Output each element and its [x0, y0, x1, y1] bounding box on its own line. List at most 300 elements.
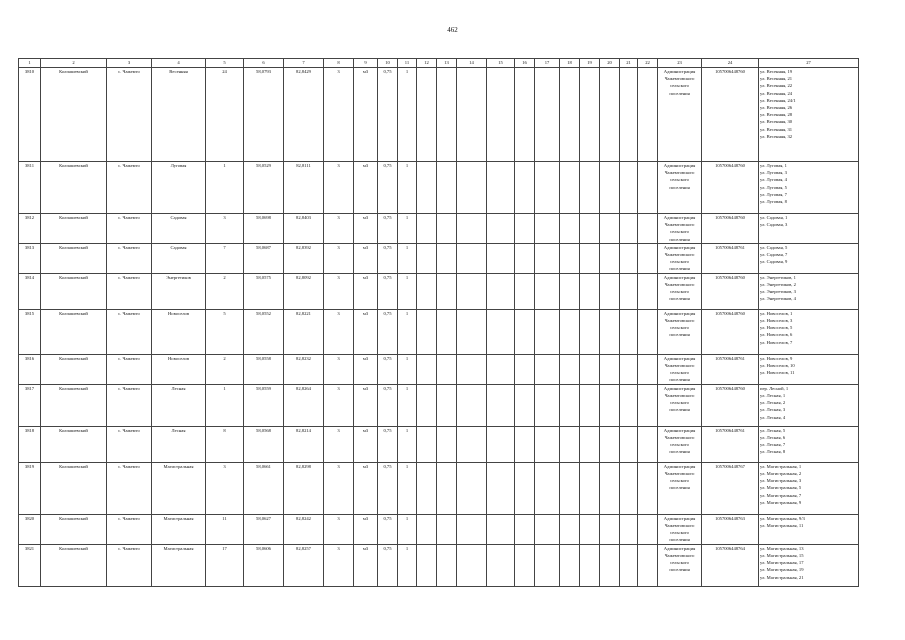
cell-col9: 3 [324, 514, 354, 544]
cell-empty [600, 309, 620, 354]
administration-line: сельского [670, 478, 689, 484]
cell-empty [535, 309, 560, 354]
administration-line: сельского [670, 83, 689, 89]
cell-col12: 1 [398, 214, 417, 244]
address-line: ул. Новоселов, 11 [760, 370, 795, 376]
cell-col10: м3 [354, 462, 378, 514]
cell-addresses [759, 514, 859, 544]
address-line: ул. Новоселов, 1 [760, 310, 793, 316]
cell-empty [620, 426, 638, 462]
cell-empty [515, 273, 535, 309]
cell-addresses [759, 544, 859, 586]
cell-empty [560, 544, 580, 586]
column-header: 6 [244, 59, 284, 68]
column-header: 21 [620, 59, 638, 68]
cell-empty [560, 162, 580, 214]
cell-empty [638, 162, 658, 214]
cell-empty [535, 162, 560, 214]
column-header: 1 [19, 59, 41, 68]
cell-empty [638, 462, 658, 514]
cell-empty [600, 384, 620, 426]
administration-line: Чажемтовского [664, 318, 695, 324]
cell-settlement: с. Чажемто [107, 544, 152, 586]
cell-settlement: с. Чажемто [107, 162, 152, 214]
cell-empty [417, 462, 437, 514]
cell-empty [437, 243, 457, 273]
cell-house-number: 2 [206, 354, 244, 384]
cell-longitude: 82,8264 [284, 384, 324, 426]
cell-col12: 1 [398, 544, 417, 586]
address-line: ул. Лесная, 7 [760, 442, 786, 448]
cell-empty [580, 544, 600, 586]
cell-administration [658, 243, 702, 273]
cell-empty [437, 214, 457, 244]
column-header: 5 [206, 59, 244, 68]
cell-col10: м3 [354, 273, 378, 309]
cell-col11: 0,75 [378, 354, 398, 384]
cell-empty [638, 273, 658, 309]
cell-latitude: 58,0558 [244, 354, 284, 384]
cell-house-number: 2 [206, 273, 244, 309]
address-line: ул. Магистральная, 17 [760, 560, 804, 566]
administration-line: Чажемтовского [664, 363, 695, 369]
cell-empty [638, 214, 658, 244]
cell-empty [417, 68, 437, 162]
cell-longitude: 82,8214 [284, 426, 324, 462]
cell-empty [600, 514, 620, 544]
cell-street: Новоселов [152, 309, 206, 354]
cell-empty [515, 384, 535, 426]
administration-line: поселения [669, 567, 690, 573]
cell-longitude: 82,8111 [284, 162, 324, 214]
cell-administration [658, 68, 702, 162]
cell-number: 3819 [19, 462, 41, 514]
cell-col11: 0,75 [378, 68, 398, 162]
cell-ogrn: 1057006448760 [702, 68, 759, 162]
address-line: ул. Магистральная, 11 [760, 523, 804, 529]
cell-col12: 1 [398, 426, 417, 462]
cell-empty [437, 462, 457, 514]
cell-administration [658, 214, 702, 244]
cell-col9: 3 [324, 214, 354, 244]
cell-empty [487, 514, 515, 544]
cell-longitude: 82,8257 [284, 544, 324, 586]
cell-addresses [759, 462, 859, 514]
administration-line: Чажемтовского [664, 553, 695, 559]
address-line: ул. Новоселов, 9 [760, 355, 793, 361]
cell-col9: 3 [324, 162, 354, 214]
table-row [19, 514, 859, 544]
administration-line: поселения [669, 377, 690, 383]
page-number: 462 [447, 26, 458, 34]
cell-empty [515, 544, 535, 586]
cell-empty [457, 243, 487, 273]
administration-line: Чажемтовского [664, 76, 695, 82]
table-body [19, 68, 859, 587]
cell-ogrn: 1057006448761 [702, 354, 759, 384]
administration-line: Администрация [663, 215, 696, 220]
cell-district: Колпашевский [41, 354, 107, 384]
cell-empty [417, 214, 437, 244]
cell-empty [487, 309, 515, 354]
cell-empty [638, 544, 658, 586]
address-line: ул. Садовая, 5 [760, 244, 788, 250]
cell-ogrn: 1057006448760 [702, 214, 759, 244]
cell-street: Магистральная [152, 462, 206, 514]
cell-col11: 0,75 [378, 462, 398, 514]
cell-ogrn: 1057006448764 [702, 544, 759, 586]
cell-empty [600, 68, 620, 162]
cell-empty [535, 462, 560, 514]
cell-number: 3812 [19, 214, 41, 244]
cell-empty [620, 544, 638, 586]
cell-empty [560, 243, 580, 273]
cell-district: Колпашевский [41, 214, 107, 244]
cell-col11: 0,75 [378, 384, 398, 426]
column-header: 16 [515, 59, 535, 68]
cell-empty [437, 514, 457, 544]
cell-col11: 0,75 [378, 214, 398, 244]
address-line: ул. Лесная, 3 [760, 407, 786, 413]
cell-col11: 0,75 [378, 309, 398, 354]
address-line: ул. Лесная, 6 [760, 435, 786, 441]
cell-latitude: 58,0575 [244, 273, 284, 309]
cell-empty [437, 309, 457, 354]
cell-empty [437, 162, 457, 214]
cell-house-number: 8 [206, 426, 244, 462]
cell-empty [457, 544, 487, 586]
administration-line: поселения [669, 332, 690, 338]
cell-empty [487, 426, 515, 462]
cell-latitude: 58,0568 [244, 426, 284, 462]
cell-empty [638, 354, 658, 384]
cell-empty [580, 514, 600, 544]
cell-col11: 0,75 [378, 273, 398, 309]
cell-empty [457, 354, 487, 384]
cell-empty [600, 462, 620, 514]
cell-addresses [759, 162, 859, 214]
column-header: 19 [580, 59, 600, 68]
cell-empty [560, 309, 580, 354]
administration-line: Администрация [663, 163, 696, 168]
cell-empty [437, 384, 457, 426]
address-line: ул. Магистральная, 2 [760, 471, 802, 477]
cell-empty [638, 384, 658, 426]
table-row [19, 384, 859, 426]
administration-line: Администрация [663, 427, 696, 433]
cell-empty [417, 162, 437, 214]
cell-empty [535, 544, 560, 586]
cell-number: 3817 [19, 384, 41, 426]
cell-empty [535, 214, 560, 244]
cell-empty [535, 243, 560, 273]
table-row [19, 309, 859, 354]
cell-ogrn: 1057006448767 [702, 462, 759, 514]
cell-street: Магистральная [152, 514, 206, 544]
administration-line: сельского [670, 325, 689, 331]
cell-empty [580, 273, 600, 309]
cell-empty [560, 68, 580, 162]
cell-col11: 0,75 [378, 544, 398, 586]
cell-empty [600, 354, 620, 384]
cell-empty [515, 309, 535, 354]
cell-latitude: 58,0793 [244, 68, 284, 162]
address-line: ул. Луговая, 5 [760, 184, 787, 190]
cell-house-number: 7 [206, 243, 244, 273]
cell-col10: м3 [354, 354, 378, 384]
cell-col9: 3 [324, 309, 354, 354]
cell-empty [515, 162, 535, 214]
column-header: 7 [284, 59, 324, 68]
address-line: ул. Лесная, 1 [760, 393, 786, 399]
table-row [19, 68, 859, 162]
address-line: ул. Энергетиков, 2 [760, 282, 796, 288]
address-line: ул. Магистральная, 9/3 [760, 515, 805, 521]
cell-number: 3815 [19, 309, 41, 354]
cell-empty [417, 273, 437, 309]
cell-col11: 0,75 [378, 426, 398, 462]
cell-empty [620, 162, 638, 214]
address-line: ул. Лесная, 8 [760, 449, 786, 455]
cell-district: Колпашевский [41, 68, 107, 162]
registry-table [18, 58, 859, 587]
address-line: ул. Новоселов, 6 [760, 332, 793, 338]
cell-empty [457, 384, 487, 426]
cell-number: 3821 [19, 544, 41, 586]
table-row [19, 214, 859, 244]
cell-empty [620, 354, 638, 384]
cell-empty [560, 514, 580, 544]
cell-district: Колпашевский [41, 384, 107, 426]
cell-settlement: с. Чажемто [107, 354, 152, 384]
cell-empty [417, 514, 437, 544]
cell-empty [580, 426, 600, 462]
cell-empty [437, 354, 457, 384]
cell-empty [560, 354, 580, 384]
address-line: ул. Садовая, 1 [760, 215, 788, 220]
cell-house-number: 11 [206, 514, 244, 544]
administration-line: сельского [670, 370, 689, 376]
cell-ogrn: 1057006448760 [702, 273, 759, 309]
column-header: 15 [487, 59, 515, 68]
address-line: ул. Энергетиков, 3 [760, 289, 796, 295]
administration-line: сельского [670, 442, 689, 448]
cell-col11: 0,75 [378, 243, 398, 273]
administration-line: поселения [669, 184, 690, 190]
cell-empty [620, 273, 638, 309]
column-header: 9 [354, 59, 378, 68]
cell-empty [417, 243, 437, 273]
cell-house-number: 3 [206, 462, 244, 514]
cell-street: Энергетиков [152, 273, 206, 309]
cell-col12: 1 [398, 68, 417, 162]
administration-line: Администрация [663, 355, 696, 361]
cell-administration [658, 354, 702, 384]
cell-ogrn: 1057006448763 [702, 514, 759, 544]
cell-empty [535, 426, 560, 462]
cell-col10: м3 [354, 214, 378, 244]
cell-street: Новоселов [152, 354, 206, 384]
cell-col9: 3 [324, 68, 354, 162]
cell-empty [580, 68, 600, 162]
cell-empty [515, 514, 535, 544]
cell-administration [658, 462, 702, 514]
cell-empty [560, 384, 580, 426]
cell-number: 3816 [19, 354, 41, 384]
cell-empty [417, 544, 437, 586]
cell-longitude: 82,8298 [284, 462, 324, 514]
cell-empty [457, 162, 487, 214]
administration-line: Администрация [663, 274, 696, 280]
cell-empty [638, 68, 658, 162]
cell-empty [487, 214, 515, 244]
cell-col9: 3 [324, 243, 354, 273]
column-header: 3 [107, 59, 152, 68]
cell-street: Весенняя [152, 68, 206, 162]
cell-longitude: 82,8392 [284, 243, 324, 273]
cell-empty [437, 68, 457, 162]
cell-empty [457, 462, 487, 514]
cell-administration [658, 309, 702, 354]
table-row [19, 462, 859, 514]
cell-empty [580, 309, 600, 354]
address-line: ул. Садовая, 7 [760, 252, 788, 258]
cell-house-number: 3 [206, 214, 244, 244]
address-line: ул. Новоселов, 5 [760, 325, 793, 331]
administration-line: Администрация [663, 385, 696, 391]
address-line: ул. Магистральная, 21 [760, 574, 804, 580]
administration-line: Чажемтовского [664, 252, 695, 258]
column-header: 10 [378, 59, 398, 68]
column-header: 4 [152, 59, 206, 68]
cell-empty [437, 544, 457, 586]
cell-empty [457, 214, 487, 244]
cell-ogrn: 1057006448760 [702, 384, 759, 426]
cell-empty [560, 273, 580, 309]
cell-col9: 3 [324, 354, 354, 384]
cell-ogrn: 1057006448760 [702, 309, 759, 354]
administration-line: поселения [669, 407, 690, 413]
cell-longitude: 82,8429 [284, 68, 324, 162]
cell-empty [437, 426, 457, 462]
cell-street: Лесная [152, 384, 206, 426]
cell-district: Колпашевский [41, 273, 107, 309]
cell-col12: 1 [398, 462, 417, 514]
address-line: ул. Весенняя, 21 [760, 76, 793, 82]
column-header: 14 [457, 59, 487, 68]
column-header: 17 [535, 59, 560, 68]
cell-col11: 0,75 [378, 162, 398, 214]
cell-empty [417, 309, 437, 354]
administration-line: сельского [670, 530, 689, 536]
cell-empty [515, 426, 535, 462]
administration-line: Администрация [663, 515, 696, 521]
cell-empty [457, 426, 487, 462]
cell-settlement: с. Чажемто [107, 273, 152, 309]
cell-empty [620, 462, 638, 514]
cell-ogrn: 1057006448761 [702, 243, 759, 273]
cell-empty [600, 162, 620, 214]
administration-line: поселения [669, 449, 690, 455]
cell-col9: 3 [324, 462, 354, 514]
cell-house-number: 17 [206, 544, 244, 586]
cell-street: Садовая [152, 243, 206, 273]
address-line: ул. Магистральная, 3 [760, 478, 802, 484]
cell-district: Колпашевский [41, 243, 107, 273]
cell-longitude: 82,8403 [284, 214, 324, 244]
cell-col10: м3 [354, 384, 378, 426]
administration-line: Администрация [663, 244, 696, 250]
address-line: ул. Весенняя, 24 [760, 90, 793, 96]
cell-col10: м3 [354, 162, 378, 214]
cell-empty [560, 462, 580, 514]
address-line: ул. Магистральная, 15 [760, 553, 804, 559]
address-line: ул. Луговая, 4 [760, 177, 787, 183]
cell-empty [515, 354, 535, 384]
cell-empty [487, 384, 515, 426]
cell-number: 3820 [19, 514, 41, 544]
cell-empty [437, 273, 457, 309]
cell-col12: 1 [398, 384, 417, 426]
cell-empty [620, 68, 638, 162]
cell-number: 3814 [19, 273, 41, 309]
cell-addresses [759, 243, 859, 273]
administration-line: Чажемтовского [664, 222, 695, 228]
cell-empty [620, 214, 638, 244]
cell-addresses [759, 426, 859, 462]
cell-col12: 1 [398, 514, 417, 544]
cell-longitude: 82,8242 [284, 514, 324, 544]
table-row [19, 273, 859, 309]
cell-empty [580, 462, 600, 514]
column-header: 18 [560, 59, 580, 68]
address-line: ул. Магистральная, 13 [760, 545, 804, 551]
address-line: ул. Садовая, 9 [760, 259, 788, 265]
cell-latitude: 58,0661 [244, 462, 284, 514]
column-header: 23 [658, 59, 702, 68]
administration-line: Чажемтовского [664, 435, 695, 441]
administration-line: сельского [670, 400, 689, 406]
column-header: 22 [638, 59, 658, 68]
cell-district: Колпашевский [41, 514, 107, 544]
cell-settlement: с. Чажемто [107, 514, 152, 544]
administration-line: Чажемтовского [664, 282, 695, 288]
cell-empty [620, 514, 638, 544]
cell-district: Колпашевский [41, 462, 107, 514]
cell-empty [600, 544, 620, 586]
address-line: ул. Новоселов, 10 [760, 363, 795, 369]
cell-latitude: 58,0627 [244, 514, 284, 544]
address-line: ул. Весенняя, 24/1 [760, 97, 796, 103]
cell-administration [658, 273, 702, 309]
cell-settlement: с. Чажемто [107, 309, 152, 354]
cell-administration [658, 162, 702, 214]
address-line: ул. Энергетиков, 1 [760, 274, 796, 280]
cell-house-number: 5 [206, 309, 244, 354]
cell-district: Колпашевский [41, 426, 107, 462]
cell-ogrn: 1057006448761 [702, 426, 759, 462]
address-line: ул. Лесная, 4 [760, 414, 786, 420]
address-line: ул. Весенняя, 30 [760, 119, 793, 125]
cell-settlement: с. Чажемто [107, 462, 152, 514]
cell-number: 3810 [19, 68, 41, 162]
cell-empty [600, 214, 620, 244]
cell-empty [580, 214, 600, 244]
cell-longitude: 82,8232 [284, 354, 324, 384]
cell-col10: м3 [354, 426, 378, 462]
cell-addresses [759, 354, 859, 384]
column-header: 8 [324, 59, 354, 68]
